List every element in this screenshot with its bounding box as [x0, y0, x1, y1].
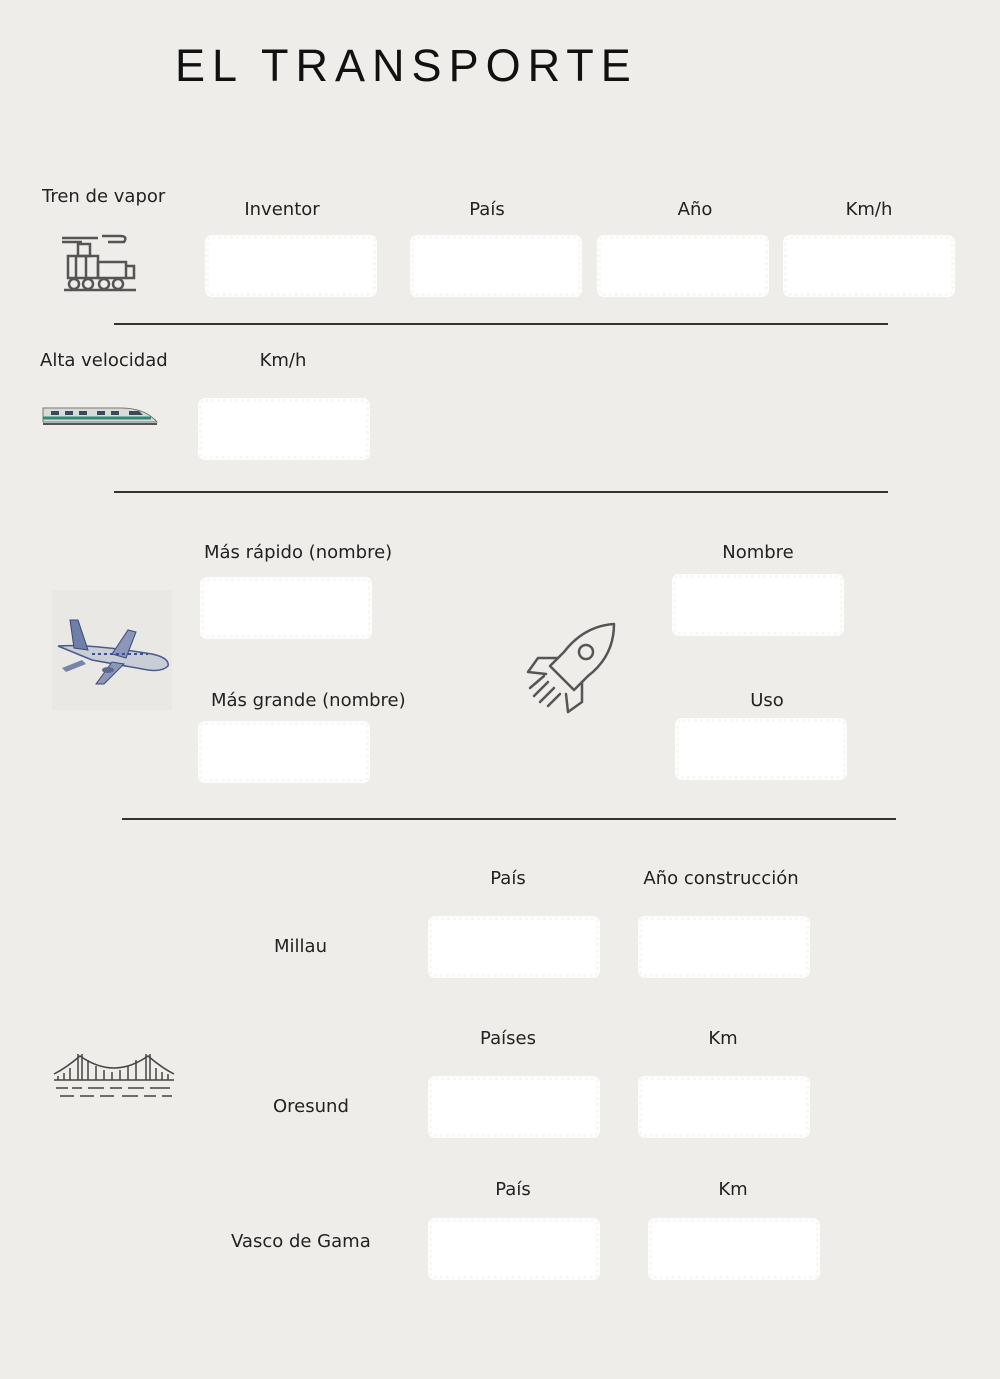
largest-field[interactable]	[199, 722, 369, 782]
rocket-name-label: Nombre	[722, 542, 794, 563]
steam-col-inventor: Inventor	[244, 199, 320, 220]
vasco-pais-field[interactable]	[429, 1219, 599, 1279]
highspeed-kmh-field[interactable]	[199, 399, 369, 459]
steam-ano-field[interactable]	[598, 236, 768, 296]
steam-pais-field[interactable]	[411, 236, 581, 296]
vasco-col-pais: País	[495, 1179, 531, 1200]
steam-col-kmh: Km/h	[845, 199, 893, 220]
divider	[122, 818, 896, 820]
highspeed-heading: Alta velocidad	[40, 350, 168, 371]
bridge-name-millau: Millau	[274, 936, 327, 957]
steam-inventor-field[interactable]	[206, 236, 376, 296]
oresund-col-paises: Países	[480, 1028, 536, 1049]
oresund-km-field[interactable]	[639, 1077, 809, 1137]
rocket-name-field[interactable]	[673, 575, 843, 635]
millau-pais-field[interactable]	[429, 917, 599, 977]
steam-train-icon	[58, 232, 140, 296]
high-speed-train-icon	[41, 402, 159, 430]
bridge-icon	[52, 1050, 176, 1102]
divider	[114, 491, 888, 493]
steam-kmh-field[interactable]	[784, 236, 954, 296]
steam-train-heading: Tren de vapor	[42, 186, 166, 207]
rocket-icon	[524, 622, 620, 718]
page-title: EL TRANSPORTE	[175, 40, 638, 91]
millau-col-ano: Año construcción	[643, 868, 799, 889]
vasco-col-km: Km	[718, 1179, 748, 1200]
bridge-name-vasco-de-gama: Vasco de Gama	[231, 1231, 371, 1252]
rocket-use-field[interactable]	[676, 719, 846, 779]
largest-label: Más grande (nombre)	[211, 690, 406, 711]
rocket-use-label: Uso	[750, 690, 784, 711]
vasco-km-field[interactable]	[649, 1219, 819, 1279]
oresund-col-km: Km	[708, 1028, 738, 1049]
airplane-icon	[52, 590, 172, 710]
fastest-field[interactable]	[201, 578, 371, 638]
millau-col-pais: País	[490, 868, 526, 889]
divider	[114, 323, 888, 325]
steam-col-pais: País	[469, 199, 505, 220]
highspeed-col-kmh: Km/h	[259, 350, 307, 371]
fastest-label: Más rápido (nombre)	[204, 542, 393, 563]
bridge-name-oresund: Oresund	[273, 1096, 349, 1117]
millau-ano-field[interactable]	[639, 917, 809, 977]
oresund-paises-field[interactable]	[429, 1077, 599, 1137]
steam-col-ano: Año	[677, 199, 713, 220]
